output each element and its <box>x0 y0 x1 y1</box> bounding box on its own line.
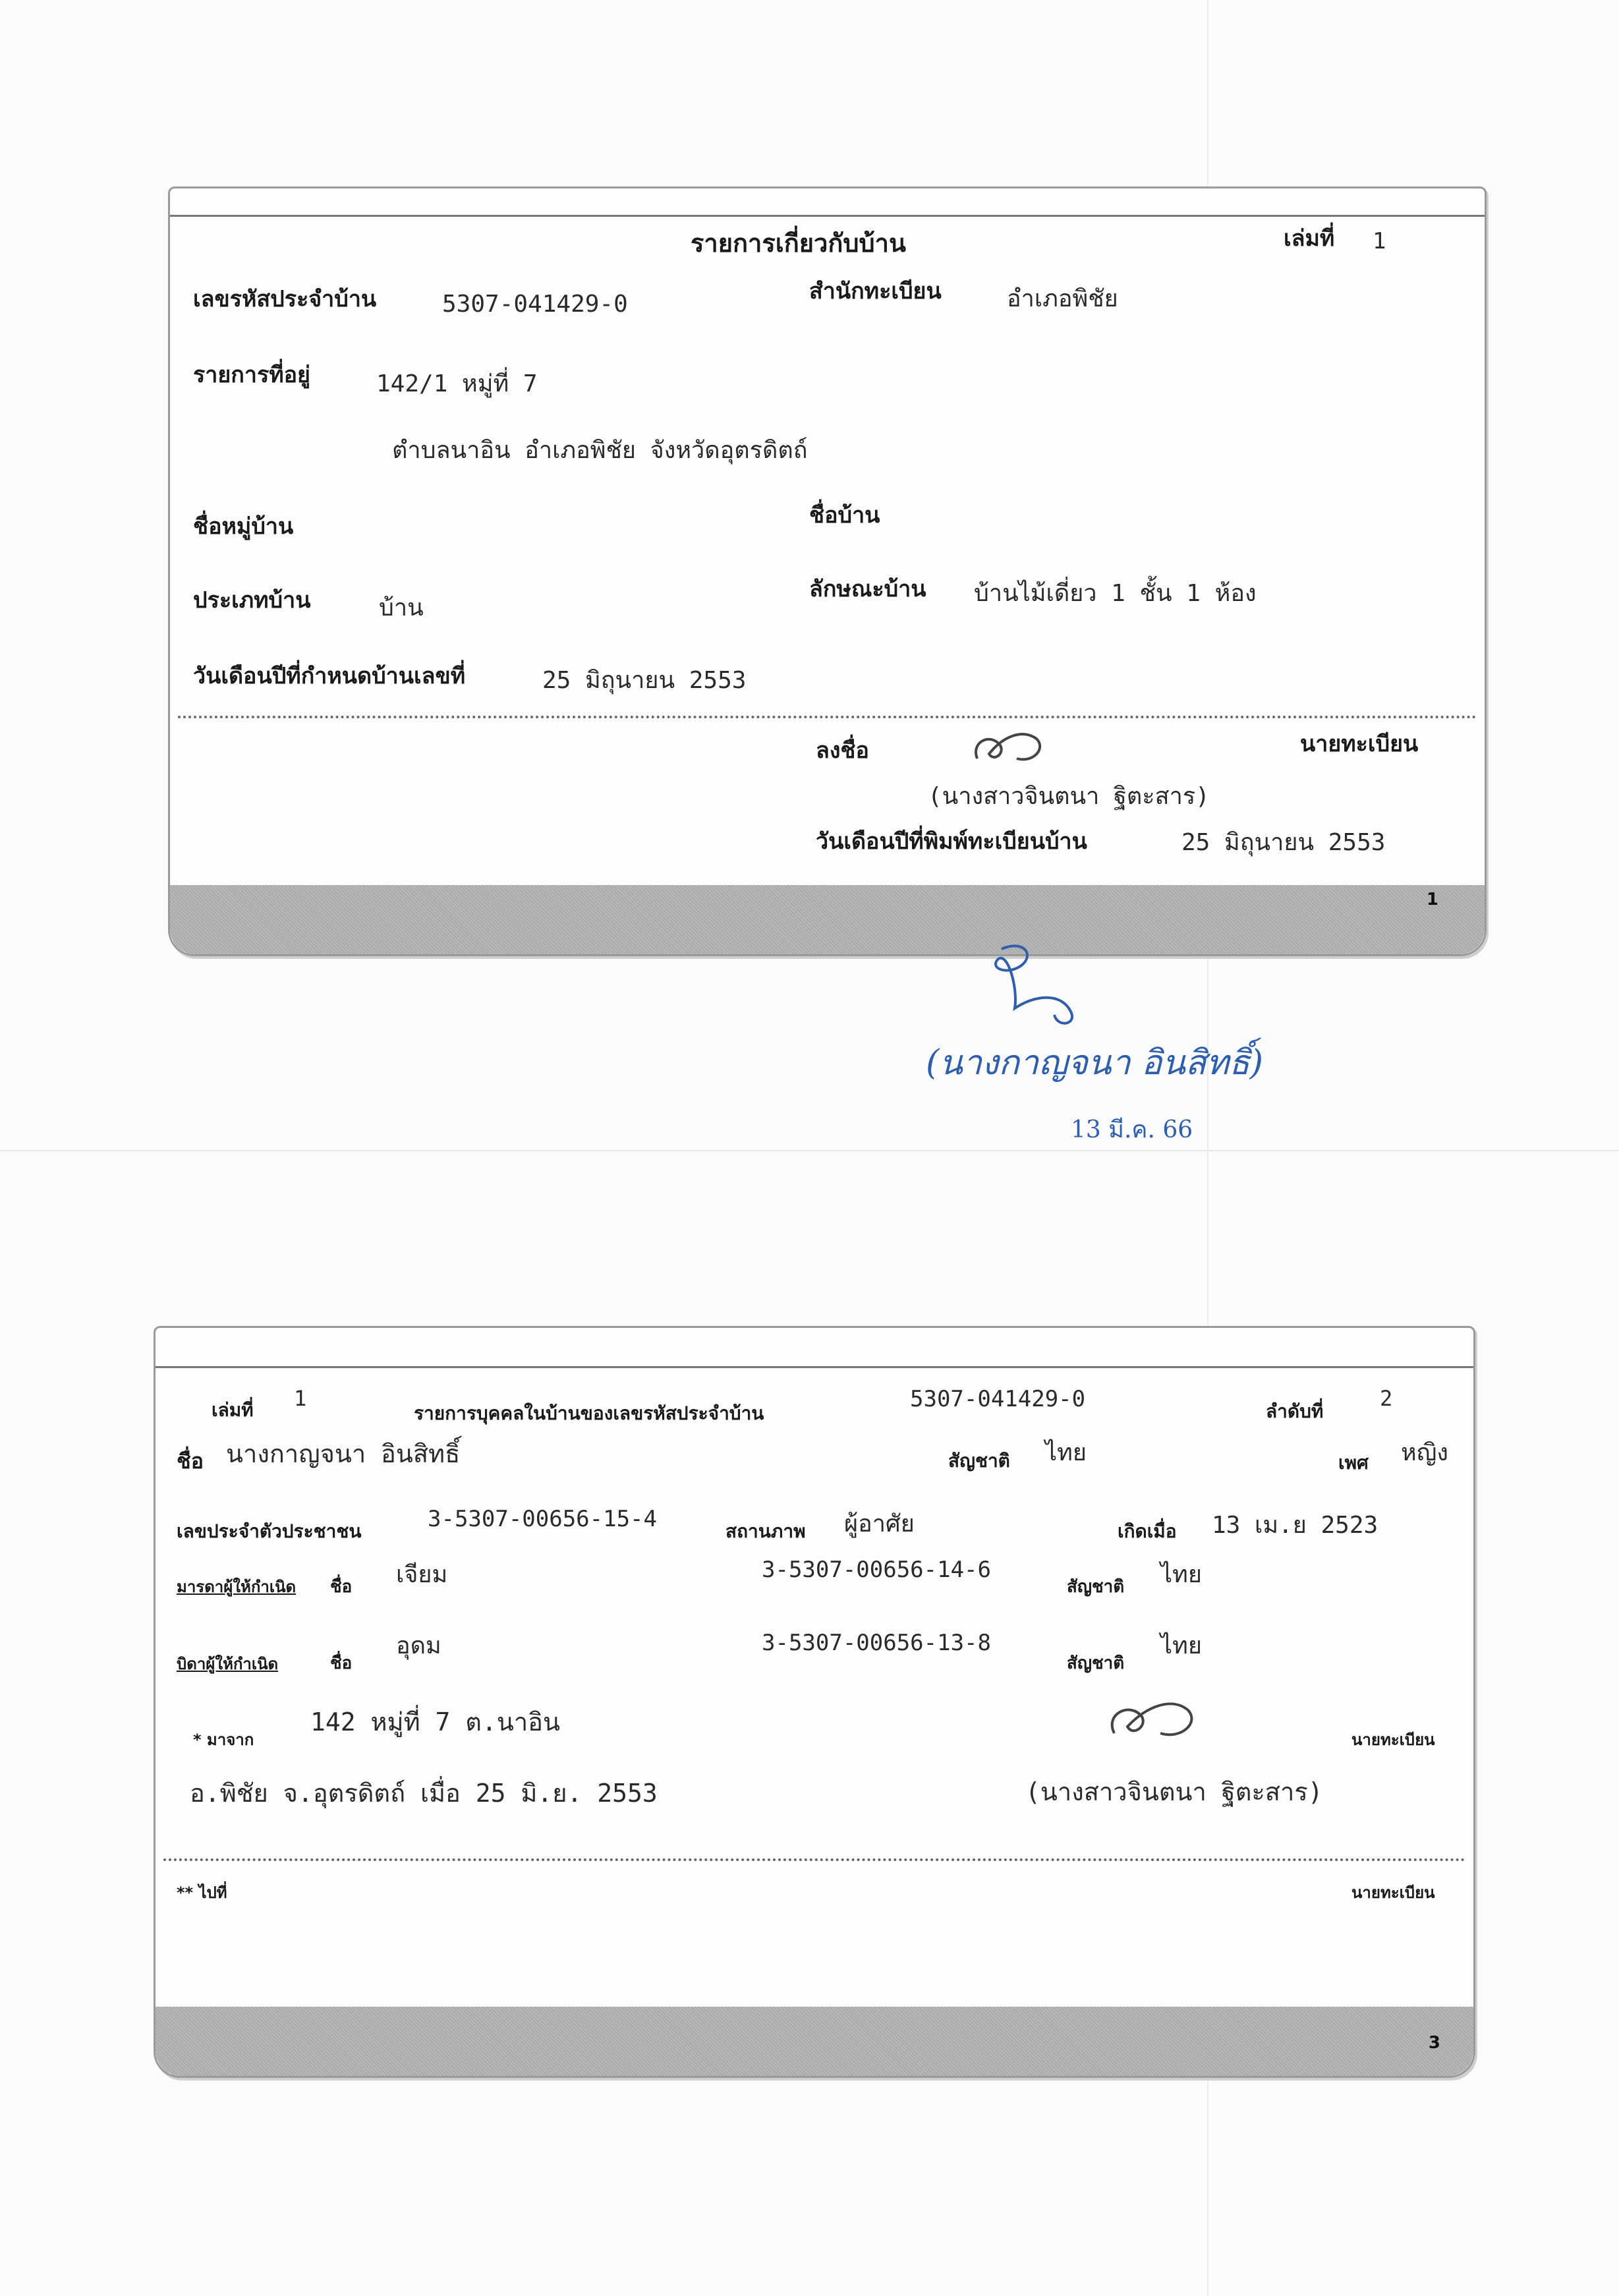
citizen-id-value: 3-5307-00656-15-4 <box>428 1506 657 1532</box>
volume-label: เล่มที่ <box>212 1399 254 1421</box>
date-assigned-value: 25 มิถุนายน 2553 <box>542 667 747 694</box>
father-nationality-label: สัญชาติ <box>1067 1653 1125 1673</box>
moved-from-line1: 142 หมู่ที่ 7 ต.นาอิน <box>310 1708 560 1736</box>
print-date-label: วันเดือนปีที่พิมพ์ทะเบียนบ้าน <box>816 828 1087 855</box>
father-id: 3-5307-00656-13-8 <box>762 1630 991 1656</box>
nationality-value: ไทย <box>1045 1439 1087 1466</box>
mother-id: 3-5307-00656-14-6 <box>762 1557 991 1583</box>
house-details-card <box>168 187 1487 956</box>
card1-title: รายการเกี่ยวกับบ้าน <box>691 229 906 258</box>
card1-page-number: 1 <box>1426 890 1438 909</box>
registrar-name: (นางสาวจินตนา ฐิตะสาร) <box>1025 1777 1323 1806</box>
citizen-id-label: เลขประจำตัวประชาชน <box>177 1520 362 1542</box>
separator-dotted <box>178 716 1477 718</box>
sex-label: เพศ <box>1338 1452 1369 1474</box>
paper-fold-horizontal <box>0 1150 1619 1151</box>
house-code-value: 5307-041429-0 <box>910 1386 1086 1412</box>
sex-value: หญิง <box>1401 1439 1448 1466</box>
registry-office-value: อำเภอพิชัย <box>1007 285 1118 312</box>
house-type-label: ประเภทบ้าน <box>193 587 311 614</box>
registry-office-label: สำนักทะเบียน <box>809 278 942 304</box>
registrar-name: (นางสาวจินตนา ฐิตะสาร) <box>928 783 1210 810</box>
volume-value: 1 <box>1373 228 1386 254</box>
mother-label: มารดาผู้ให้กำเนิด <box>177 1578 297 1596</box>
house-code-value: 5307-041429-0 <box>442 291 628 318</box>
house-code-label: เลขรหัสประจำบ้าน <box>193 286 377 312</box>
order-value: 2 <box>1380 1386 1393 1411</box>
moved-from-label: * มาจาก <box>193 1731 254 1749</box>
birth-label: เกิดเมื่อ <box>1118 1520 1177 1542</box>
mother-nationality-label: สัญชาติ <box>1067 1577 1125 1597</box>
father-name-label: ชื่อ <box>330 1653 353 1673</box>
moved-from-line2: อ.พิชัย จ.อุตรดิตถ์ เมื่อ 25 มิ.ย. 2553 <box>190 1779 658 1808</box>
separator-dotted <box>163 1858 1465 1861</box>
village-label: ชื่อหมู่บ้าน <box>193 513 294 540</box>
handwritten-date: 13 มี.ค. 66 <box>1071 1116 1193 1143</box>
registrar-title: นายทะเบียน <box>1300 731 1419 757</box>
address-line2: ตำบลนาอิน อำเภอพิชัย จังหวัดอุตรดิตถ์ <box>392 437 808 464</box>
card2-page-number: 3 <box>1428 2033 1440 2053</box>
house-feature-label: ลักษณะบ้าน <box>809 576 926 602</box>
registrar-title-2: นายทะเบียน <box>1351 1883 1435 1902</box>
volume-value: 1 <box>294 1386 307 1411</box>
registrar-signature <box>1094 1687 1213 1750</box>
house-name-label: ชื่อบ้าน <box>809 502 880 529</box>
sign-label: ลงชื่อ <box>816 737 869 764</box>
father-label: บิดาผู้ให้กำเนิด <box>177 1655 279 1673</box>
address-label: รายการที่อยู่ <box>193 362 310 388</box>
status-label: สถานภาพ <box>725 1520 806 1542</box>
volume-label: เล่มที่ <box>1284 225 1335 252</box>
birth-value: 13 เม.ย 2523 <box>1212 1512 1378 1539</box>
order-label: ลำดับที่ <box>1266 1400 1324 1422</box>
person-details-card <box>154 1326 1475 2078</box>
handwritten-signature <box>962 936 1114 1035</box>
address-line1: 142/1 หมู่ที่ 7 <box>376 370 538 397</box>
house-feature-value: บ้านไม้เดี่ยว 1 ชั้น 1 ห้อง <box>974 580 1257 607</box>
father-nationality: ไทย <box>1160 1632 1202 1659</box>
mother-name: เจียม <box>396 1561 448 1588</box>
date-assigned-label: วันเดือนปีที่กำหนดบ้านเลขที่ <box>193 663 466 689</box>
registrar-signature <box>964 722 1056 772</box>
name-value: นางกาญจนา อินสิทธิ์ <box>226 1439 461 1468</box>
moved-to-label: ** ไปที่ <box>177 1883 227 1902</box>
nationality-label: สัญชาติ <box>948 1450 1010 1472</box>
mother-nationality: ไทย <box>1160 1561 1202 1588</box>
status-value: ผู้อาศัย <box>844 1510 915 1537</box>
father-name: อุดม <box>396 1632 441 1659</box>
card1-footer-band <box>170 885 1485 954</box>
person-list-heading: รายการบุคคลในบ้านของเลขรหัสประจำบ้าน <box>414 1402 764 1424</box>
print-date-value: 25 มิถุนายน 2553 <box>1181 829 1386 856</box>
handwritten-name: (นางกาญจนา อินสิทธิ์) <box>926 1043 1263 1083</box>
name-label: ชื่อ <box>177 1449 204 1474</box>
card2-footer-band <box>156 2007 1473 2076</box>
house-type-value: บ้าน <box>379 594 424 621</box>
mother-name-label: ชื่อ <box>330 1577 353 1597</box>
registrar-title: นายทะเบียน <box>1351 1731 1435 1749</box>
